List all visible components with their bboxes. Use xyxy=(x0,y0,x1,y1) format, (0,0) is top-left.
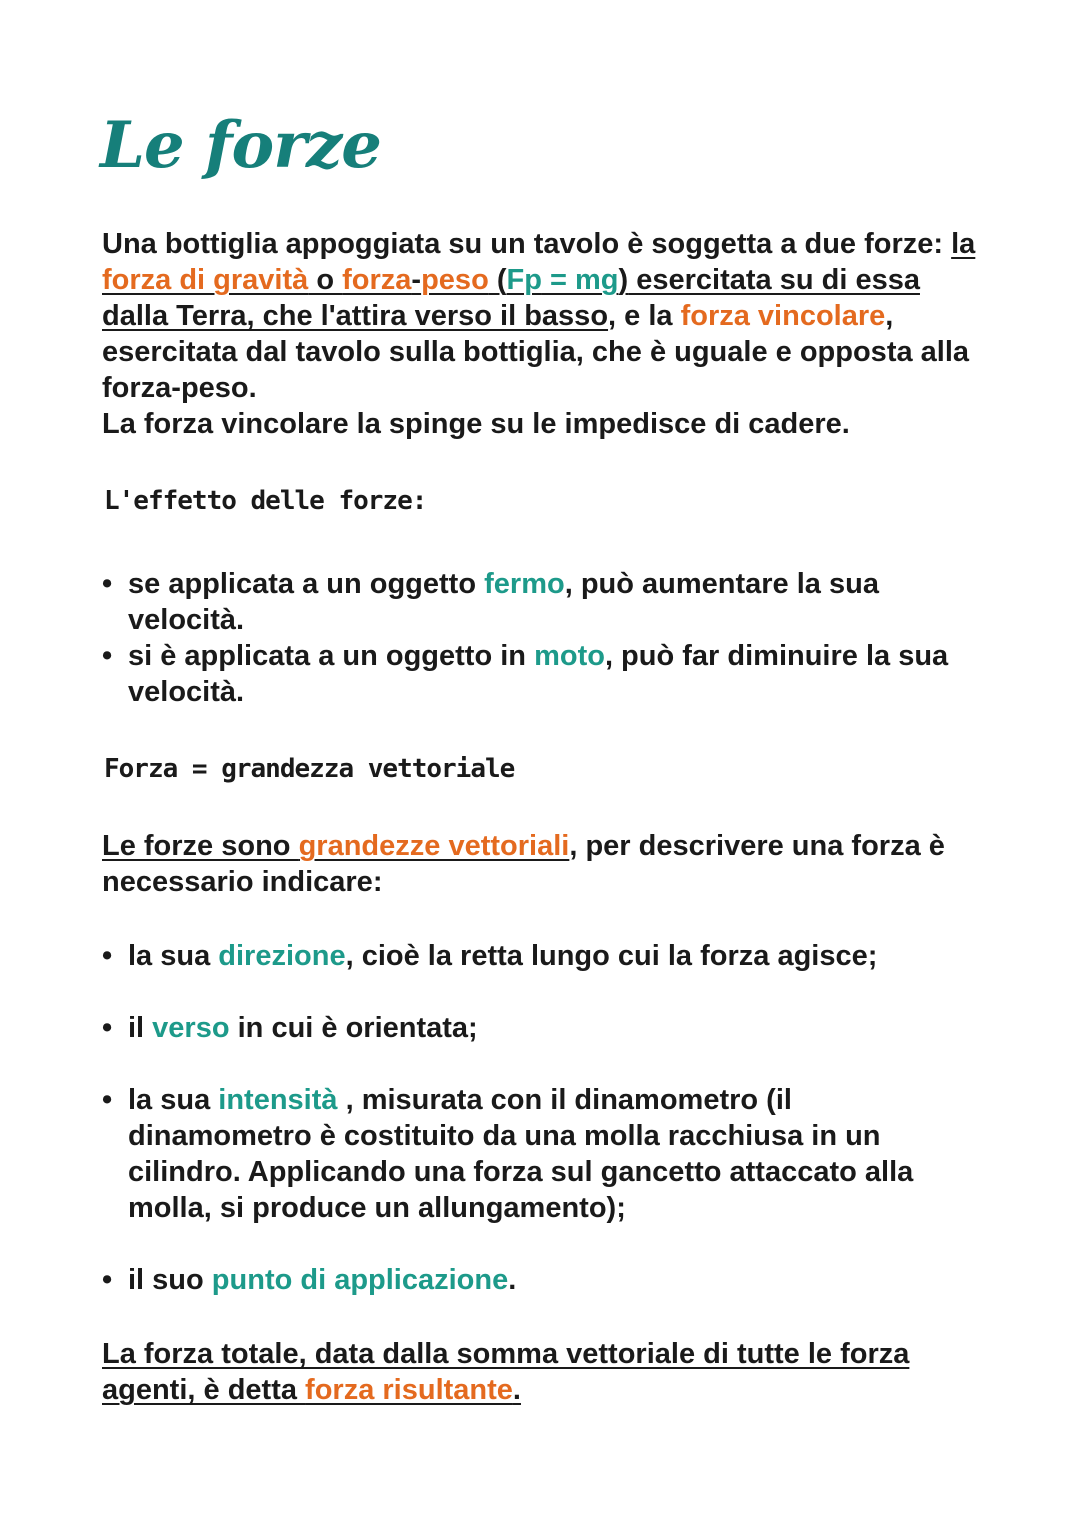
item-text: si è applicata a un oggetto in xyxy=(128,640,535,672)
formula-mg: mg xyxy=(575,264,619,296)
term-forza: forza xyxy=(342,264,412,296)
item-text: il xyxy=(128,1012,153,1044)
item-text: , può far diminuire la sua velocità. xyxy=(128,640,949,708)
vector-intro xyxy=(102,828,982,900)
item-text: la sua xyxy=(128,1084,219,1116)
list-item xyxy=(102,938,982,974)
term-forza-risultante: forza risultante xyxy=(305,1374,513,1406)
intro-text-b: esercitata su di essa dalla Terra, che l'attira verso il basso xyxy=(102,264,920,332)
term-grandezze-vettoriali: grandezze vettoriali xyxy=(298,830,570,862)
list-item xyxy=(102,566,982,638)
vector-intro-text: Le forze sono xyxy=(102,830,299,862)
formula-close: ) xyxy=(618,264,629,296)
item-text: , cioè la retta lungo cui la forza agisce; xyxy=(345,940,878,972)
underlined-phrase xyxy=(102,830,569,862)
underlined-phrase xyxy=(102,1338,909,1406)
conclusion-text: . xyxy=(512,1374,521,1406)
item-text: il suo xyxy=(128,1264,212,1296)
formula-open: ( xyxy=(488,264,507,296)
intro-text-o: o xyxy=(308,264,343,296)
intro-dash: - xyxy=(411,264,422,296)
item-text: la sua xyxy=(128,940,219,972)
conclusion-text: La forza totale, data dalla somma vettoriale di tutte le forza agenti, è detta xyxy=(102,1338,910,1406)
term-punto-di-applicazione: punto di applicazione xyxy=(211,1264,509,1296)
term-verso: verso xyxy=(152,1012,230,1044)
formula-fp: Fp xyxy=(506,264,542,296)
intro-text-d: , esercitata dal tavolo sulla bottiglia, che è uguale e opposta alla forza-peso. xyxy=(102,300,970,404)
list-item xyxy=(102,1082,982,1226)
vector-list xyxy=(102,938,982,1298)
item-text: , può aumentare la sua velocità. xyxy=(128,568,879,636)
vector-heading: Forza = grandezza vettoriale xyxy=(104,754,515,784)
page-title: Le forze xyxy=(100,108,381,183)
term-moto: moto xyxy=(534,640,605,672)
intro-text: Una bottiglia appoggiata su un tavolo è soggetta a due forze: xyxy=(102,228,952,260)
term-forza-di-gravita: forza di gravità xyxy=(102,264,309,296)
item-text: . xyxy=(508,1264,517,1296)
effects-list xyxy=(102,566,982,710)
list-item xyxy=(102,1262,982,1298)
term-forza-vincolare: forza vincolare xyxy=(680,300,886,332)
list-item xyxy=(102,1010,982,1046)
list-item xyxy=(102,638,982,710)
item-text: se applicata a un oggetto xyxy=(128,568,485,600)
term-peso: peso xyxy=(421,264,489,296)
intro-second-line: La forza vincolare la spinge su le impedisce di cadere. xyxy=(102,408,850,440)
term-intensita: intensità xyxy=(218,1084,338,1116)
term-direzione: direzione xyxy=(218,940,346,972)
item-text: in cui è orientata; xyxy=(229,1012,478,1044)
intro-text-la: la xyxy=(951,228,976,260)
intro-paragraph xyxy=(102,226,982,442)
vector-intro-text: , per descrivere una forza è necessario indicare: xyxy=(102,830,945,898)
item-text: , misurata con il dinamometro (il dinamometro è costituito da una molla racchiusa in un cilindro. Applicando una forza sul gancetto attaccato alla molla, si produce un allungamento); xyxy=(128,1084,914,1224)
intro-text-c: , e la xyxy=(608,300,681,332)
effects-heading: L'effetto delle forze: xyxy=(104,486,427,516)
term-fermo: fermo xyxy=(484,568,565,600)
formula-eq: = xyxy=(541,264,575,296)
conclusion-paragraph xyxy=(102,1336,982,1408)
